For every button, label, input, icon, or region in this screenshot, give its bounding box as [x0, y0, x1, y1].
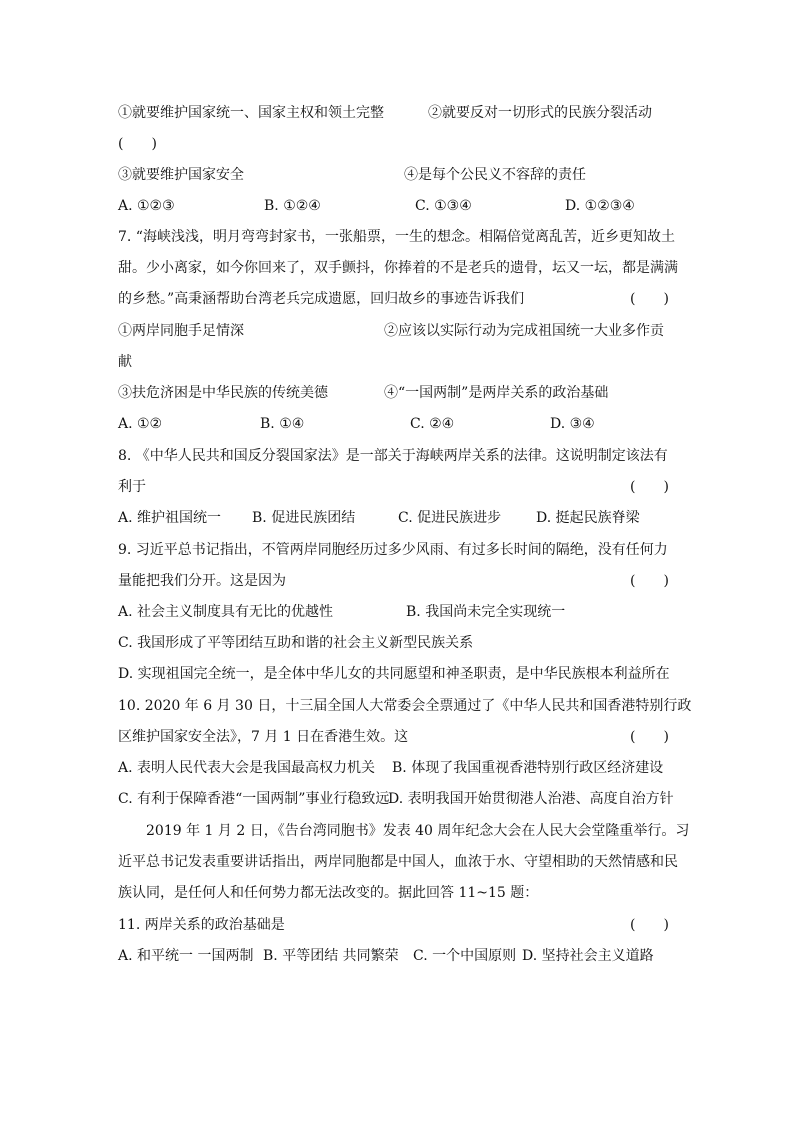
- option-3: ③就要维护国家安全: [118, 167, 244, 183]
- choice-c: C. 我国形成了平等团结互助和谐的社会主义新型民族关系: [118, 635, 474, 651]
- question-8-line-1: 8. 《中华人民共和国反分裂国家法》是一部关于海峡两岸关系的法律。这说明制定该法有: [118, 448, 668, 464]
- choice-a: A. 社会主义制度具有无比的优越性: [118, 604, 334, 620]
- choice-d: D. 挺起民族脊梁: [536, 510, 640, 526]
- choice-a: A. 表明人民代表大会是我国最高权力机关: [118, 760, 376, 776]
- question-7-line-1: 7. “海峡浅浅，明月弯弯封家书，一张船票，一生的想念。相隔倍觉离乱苦，近乡更知故土: [118, 229, 675, 245]
- choice-c: C. ②④: [410, 416, 455, 432]
- question-8-line-2: 利于: [118, 479, 146, 495]
- answer-paren: ( ): [630, 729, 669, 745]
- answer-paren: ( ): [630, 291, 669, 307]
- choice-b: B. 我国尚未完全实现统一: [406, 604, 566, 620]
- choice-b: B. 促进民族团结: [252, 510, 356, 526]
- choice-c: C. ①③④: [415, 198, 472, 214]
- choice-b: B. 体现了我国重视香港特别行政区经济建设: [392, 760, 664, 776]
- q7-option-4: ④“一国两制”是两岸关系的政治基础: [384, 385, 609, 401]
- answer-paren: ( ): [630, 479, 669, 495]
- q7-option-2: ②应该以实际行动为完成祖国统一大业多作贡: [384, 323, 664, 339]
- choice-a: A. 维护祖国统一: [118, 510, 222, 526]
- choice-d: D. ①②③④: [565, 198, 635, 214]
- choice-c: C. 一个中国原则: [413, 948, 517, 964]
- option-2: ②就要反对一切形式的民族分裂活动: [428, 105, 652, 121]
- choice-b: B. 平等团结 共同繁荣: [263, 948, 399, 964]
- question-7-line-3: 的乡愁。”高秉涵帮助台湾老兵完成遗愿，回归故乡的事迹告诉我们: [118, 291, 525, 307]
- option-1: ①就要维护国家统一、国家主权和领土完整: [118, 105, 384, 121]
- question-9-line-1: 9. 习近平总书记指出，不管两岸同胞经历过多少风雨、有过多长时间的隔绝，没有任何力: [118, 542, 668, 558]
- choice-c: C. 促进民族进步: [398, 510, 502, 526]
- passage-line-2: 近平总书记发表重要讲话指出，两岸同胞都是中国人，血浓于水、守望相助的天然情感和民: [118, 854, 678, 870]
- choice-c: C. 有利于保障香港“一国两制”事业行稳致远: [118, 791, 390, 807]
- question-9-line-2: 量能把我们分开。这是因为: [118, 573, 286, 589]
- q7-option-1: ①两岸同胞手足情深: [118, 323, 244, 339]
- answer-paren: ( ): [630, 573, 669, 589]
- question-10-line-2: 区维护国家安全法》，7 月 1 日在香港生效。这: [118, 729, 409, 745]
- choice-d: D. ③④: [550, 416, 595, 432]
- answer-paren: ( ): [630, 917, 669, 933]
- question-10-line-1: 10. 2020 年 6 月 30 日，十三届全国人大常委会全票通过了《中华人民共和国香港特别行政: [118, 698, 692, 714]
- choice-b: B. ①④: [260, 416, 305, 432]
- question-11: 11. 两岸关系的政治基础是: [118, 917, 285, 933]
- answer-paren: ( ): [118, 136, 157, 152]
- question-7-line-2: 甜。少小离家，如今你回来了，双手颤抖，你捧着的不是老兵的遗骨，坛又一坛，都是满满: [118, 260, 678, 276]
- passage-line-1: 2019 年 1 月 2 日，《告台湾同胞书》发表 40 周年纪念大会在人民大会堂隆重举行。习: [146, 823, 690, 839]
- choice-a: A. ①②③: [118, 198, 175, 214]
- choice-a: A. ①②: [118, 416, 163, 432]
- choice-d: D. 表明我国开始贯彻港人治港、高度自治方针: [388, 791, 674, 807]
- choice-d: D. 实现祖国完全统一，是全体中华儿女的共同愿望和神圣职责，是中华民族根本利益所在: [118, 666, 670, 682]
- choice-a: A. 和平统一 一国两制: [118, 948, 254, 964]
- passage-line-3: 族认同，是任何人和任何势力都无法改变的。据此回答 11~15 题：: [118, 885, 539, 901]
- choice-d: D. 坚持社会主义道路: [522, 948, 654, 964]
- q7-option-2-cont: 献: [118, 354, 132, 370]
- q7-option-3: ③扶危济困是中华民族的传统美德: [118, 385, 328, 401]
- choice-b: B. ①②④: [264, 198, 321, 214]
- option-4: ④是每个公民义不容辞的责任: [404, 167, 586, 183]
